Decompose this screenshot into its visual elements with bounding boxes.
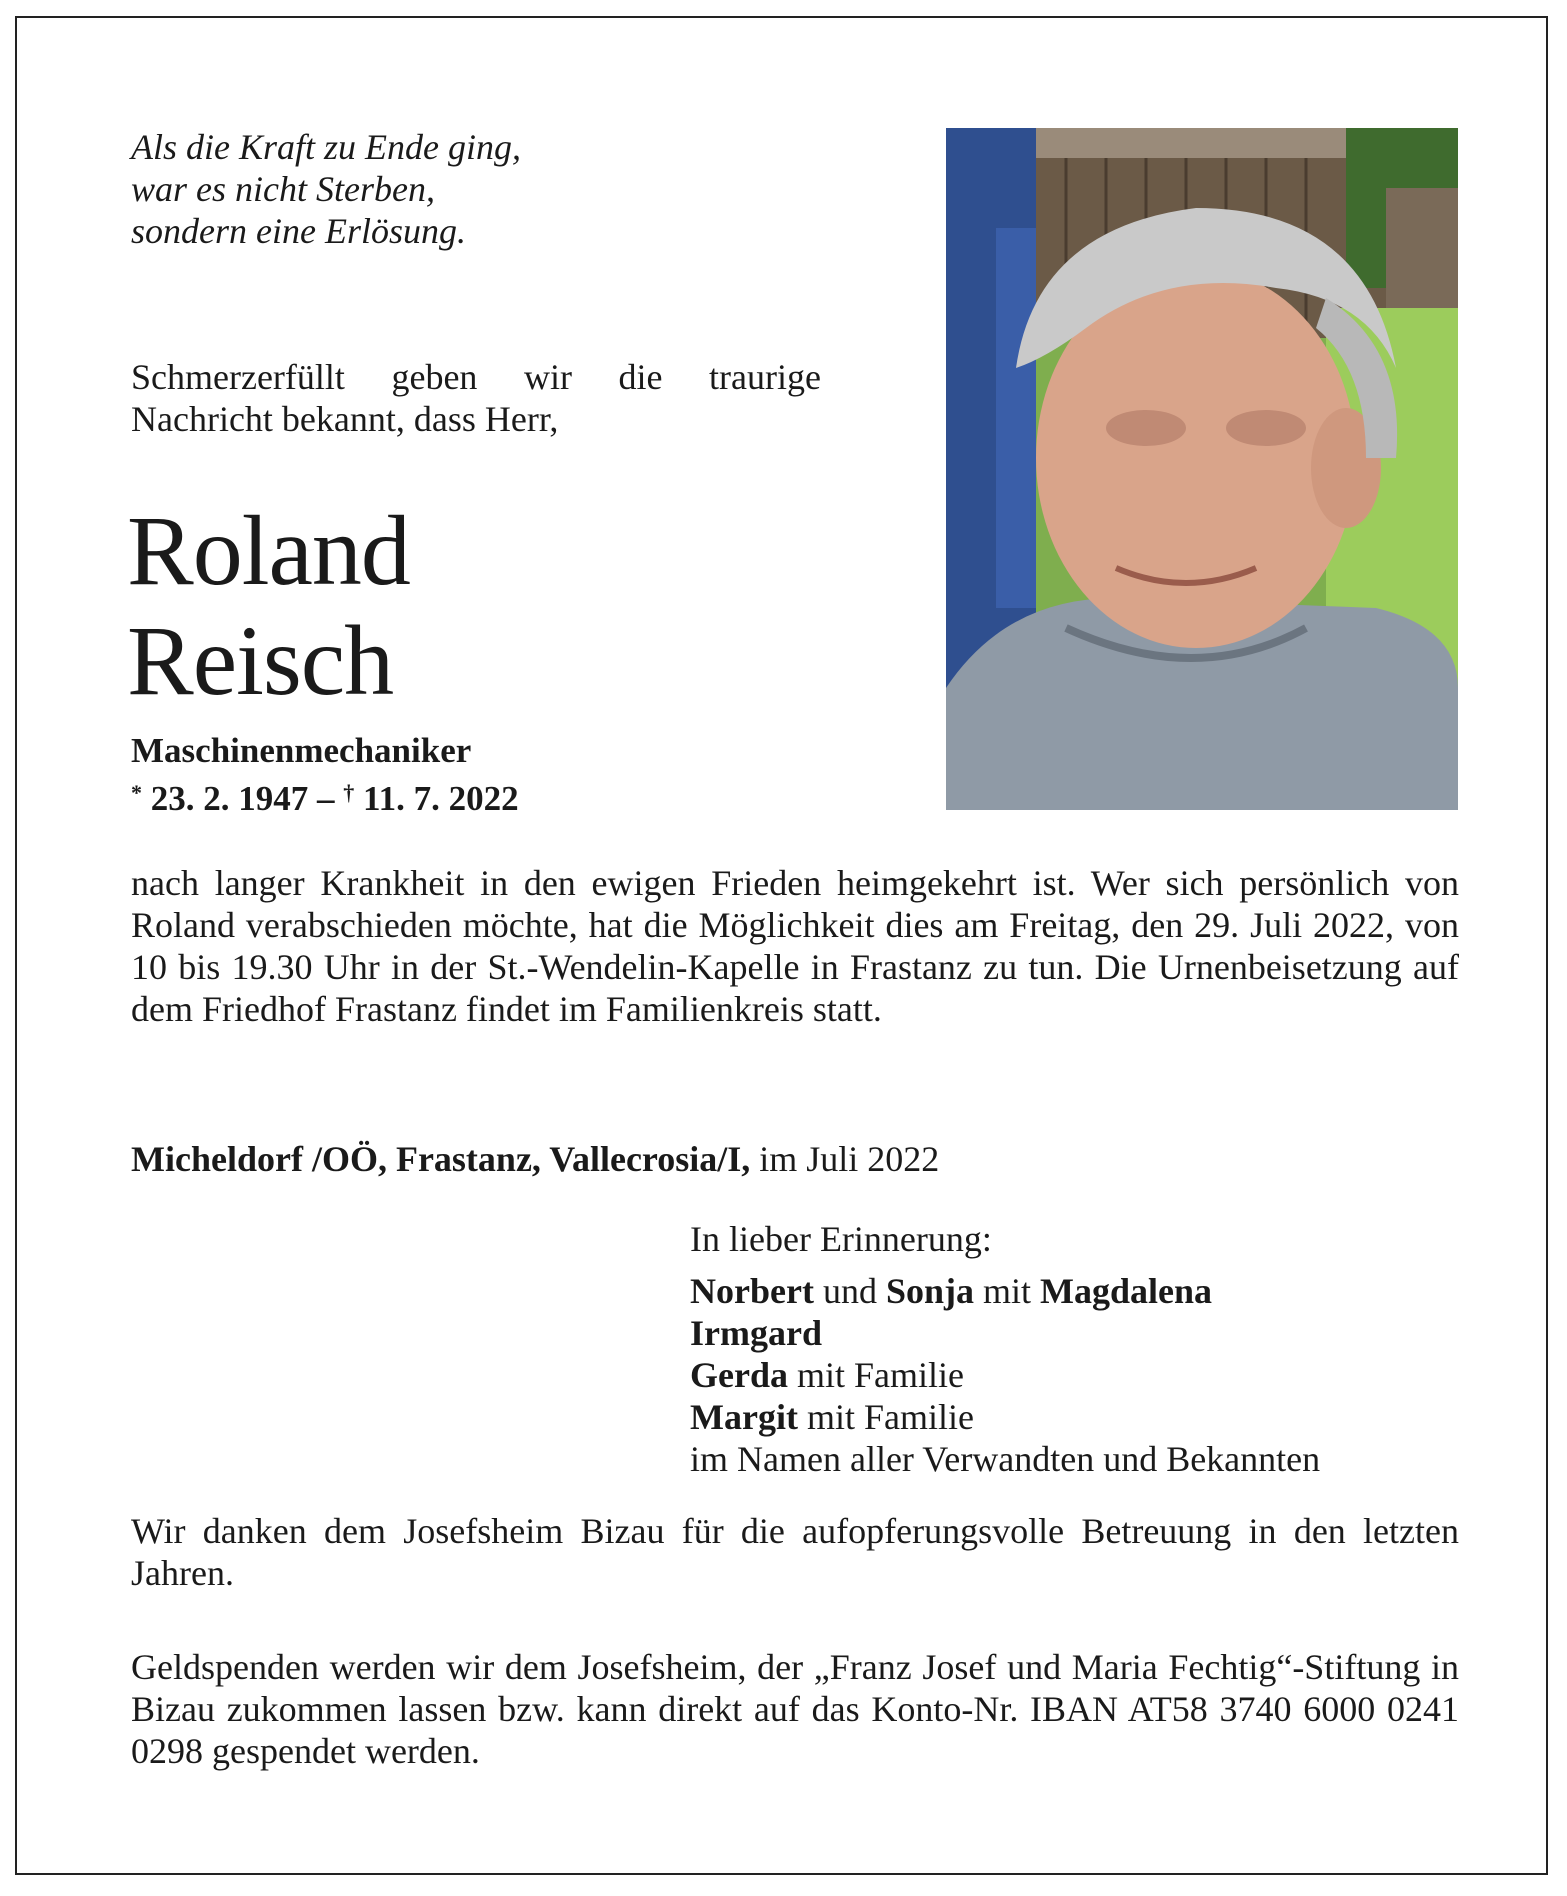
- place-line: [131, 1138, 939, 1180]
- thanks-paragraph: Wir danken dem Josefsheim Bizau für die aufopferungsvolle Betreuung in den letzten Jahren.: [131, 1511, 1459, 1593]
- mourner-row: [690, 1270, 1460, 1312]
- place-date: im Juli 2022: [759, 1139, 940, 1179]
- life-dates: [131, 772, 519, 820]
- profession: Maschinenmechaniker: [131, 731, 472, 770]
- places: Micheldorf /OÖ, Frastanz, Vallecrosia/I,: [131, 1139, 751, 1179]
- motto-verse: [131, 126, 731, 252]
- deceased-name: [127, 496, 410, 716]
- motto-line: Als die Kraft zu Ende ging,: [131, 127, 521, 167]
- main-paragraph: nach langer Krankheit in den ewigen Frieden heimgekehrt ist. Wer sich persönlich von Roland verabschieden möchte, hat die Möglichkeit dies am Freitag, den 29. Juli 2022, von 10 bis 19.30 Uhr in der St.-Wendelin-Kapelle in Frastanz zu tun. Die Urnenbeisetzung auf dem Friedhof Frastanz findet im Familienkreis statt.: [131, 863, 1459, 1029]
- mourner-suffix: mit Familie: [796, 1355, 964, 1395]
- mourner-row: [690, 1354, 1460, 1396]
- mourner-name: Norbert: [690, 1271, 814, 1311]
- portrait-photo: [946, 128, 1458, 810]
- date-separator: –: [317, 779, 335, 818]
- intro-line: Nachricht bekannt, dass Herr,: [131, 399, 559, 439]
- mourners-heading: In lieber Erinnerung:: [690, 1219, 992, 1259]
- mourner-row: [690, 1396, 1460, 1438]
- motto-line: sondern eine Erlösung.: [131, 211, 466, 251]
- death-date: 11. 7. 2022: [363, 779, 519, 818]
- last-name: Reisch: [127, 605, 394, 716]
- first-name: Roland: [127, 495, 410, 606]
- mourner-row: [690, 1312, 1460, 1354]
- connector: mit: [982, 1271, 1031, 1311]
- mourner-name: Margit: [690, 1397, 798, 1437]
- mourners-block: [690, 1218, 1460, 1480]
- intro-text: [131, 356, 821, 440]
- mourner-name: Irmgard: [690, 1313, 822, 1353]
- motto-line: war es nicht Sterben,: [131, 169, 435, 209]
- death-symbol: †: [343, 780, 355, 805]
- intro-line: Schmerzerfüllt geben wir die traurige: [131, 357, 821, 397]
- donation-paragraph: Geldspenden werden wir dem Josefsheim, der „Franz Josef und Maria Fechtig“-Stiftung in Bizau zukommen lassen bzw. kann direkt auf das Konto-Nr. IBAN AT58 3740 6000 0241 0298 gespendet werden.: [131, 1647, 1459, 1771]
- mourner-suffix: mit Familie: [806, 1397, 974, 1437]
- connector: und: [822, 1271, 877, 1311]
- birth-date: 23. 2. 1947: [150, 779, 309, 818]
- mourner-name: Gerda: [690, 1355, 788, 1395]
- mourner-name: Sonja: [885, 1271, 974, 1311]
- obituary-frame: [15, 16, 1548, 1875]
- mourners-closing: im Namen aller Verwandten und Bekannten: [690, 1439, 1321, 1479]
- mourner-name: Magdalena: [1040, 1271, 1213, 1311]
- birth-symbol: *: [131, 780, 142, 805]
